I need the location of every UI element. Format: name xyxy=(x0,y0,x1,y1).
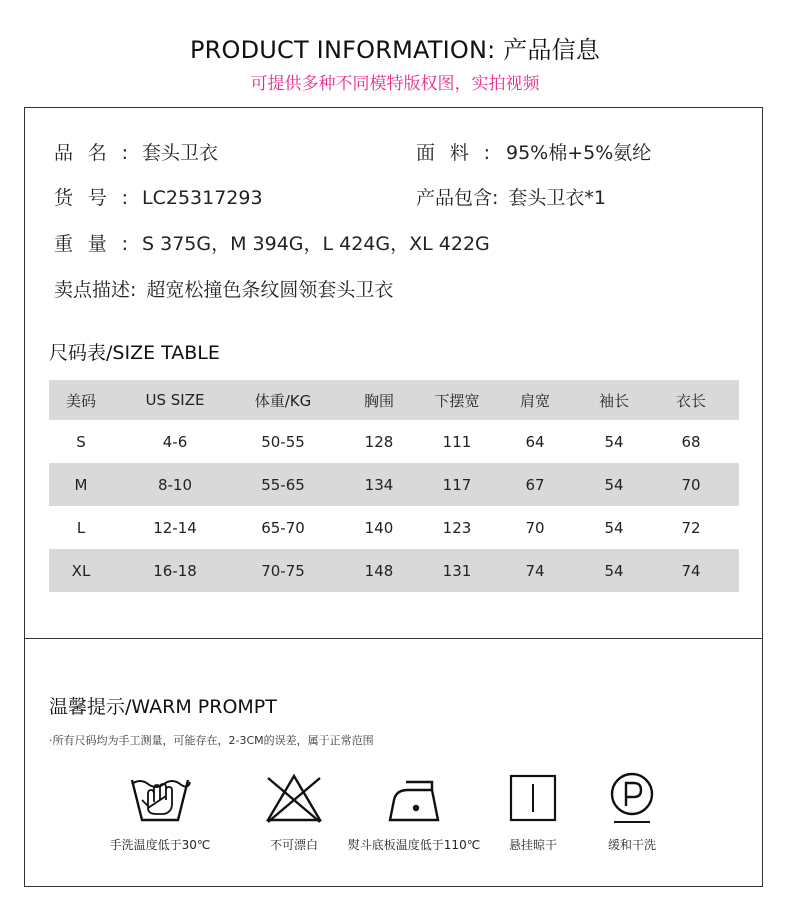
table-cell: 74 xyxy=(643,549,739,592)
table-cell: XL xyxy=(49,549,113,592)
table-cell: 131 xyxy=(429,549,485,592)
table-cell: L xyxy=(76,518,86,537)
iron-icon xyxy=(382,770,446,826)
table-header-cell: 下摆宽 xyxy=(429,380,485,420)
name-value: 套头卫衣 xyxy=(142,142,219,164)
table-header-row xyxy=(49,380,739,420)
hand-wash-icon xyxy=(128,770,192,826)
weight-label: 重量: xyxy=(54,233,128,255)
warm-prompt-title: 温馨提示/WARM PROMPT xyxy=(49,696,277,718)
care-label: 不可漂白 xyxy=(269,838,318,852)
care-label: 悬挂晾干 xyxy=(508,838,557,852)
size-table xyxy=(49,380,739,592)
includes-label: 产品包含: xyxy=(416,187,499,209)
table-header-cell: 袖长 xyxy=(585,380,643,420)
size-table-title: 尺码表/SIZE TABLE xyxy=(49,342,220,364)
table-row xyxy=(49,506,739,549)
table-cell: 67 xyxy=(485,463,585,506)
table-header-cell: 美码 xyxy=(49,380,113,420)
weight-value: S 375G，M 394G，L 424G，XL 422G xyxy=(142,233,490,255)
table-cell: 50-55 xyxy=(261,432,305,451)
fabric-value: 95%棉+5%氨纶 xyxy=(506,142,652,164)
table-header-cell: 衣长 xyxy=(643,380,739,420)
table-cell: 70 xyxy=(525,518,545,537)
table-cell: 55-65 xyxy=(237,463,329,506)
warm-prompt-note: ·所有尺码均为手工测量，可能存在，2-3CM的误差，属于正常范围 xyxy=(49,734,374,747)
info-row-weight xyxy=(54,229,490,256)
table-cell: 128 xyxy=(364,432,394,451)
care-item-dry-clean xyxy=(557,770,707,853)
description-label: 卖点描述: xyxy=(54,279,137,301)
table-header-cell: US SIZE xyxy=(113,380,237,420)
dry-clean-p-icon xyxy=(600,770,664,826)
table-cell: 64 xyxy=(525,432,545,451)
table-row xyxy=(49,463,739,506)
table-header-cell: 胸围 xyxy=(329,380,429,420)
table-cell: 70 xyxy=(643,463,739,506)
care-item-hand-wash xyxy=(85,770,235,853)
table-cell: 54 xyxy=(585,463,643,506)
sku-value: LC25317293 xyxy=(142,187,263,209)
table-cell: 72 xyxy=(681,518,701,537)
info-row-includes xyxy=(416,183,606,210)
table-cell: 68 xyxy=(681,432,701,451)
table-cell: 140 xyxy=(364,518,394,537)
table-row xyxy=(49,549,739,592)
table-cell: S xyxy=(76,432,86,451)
table-cell: 123 xyxy=(442,518,472,537)
table-cell: 134 xyxy=(329,463,429,506)
sku-label: 货号: xyxy=(54,187,128,209)
fabric-label: 面料: xyxy=(416,142,490,164)
care-label: 手洗温度低于30℃ xyxy=(109,838,211,852)
table-cell: 111 xyxy=(442,432,472,451)
name-label: 品名: xyxy=(54,142,128,164)
table-cell: 8-10 xyxy=(113,463,237,506)
table-cell: 16-18 xyxy=(113,549,237,592)
table-cell: 65-70 xyxy=(261,518,305,537)
info-row-description xyxy=(54,275,393,302)
care-label: 熨斗底板温度低于110℃ xyxy=(347,838,481,852)
table-cell: 4-6 xyxy=(162,432,188,451)
table-header-cell: 肩宽 xyxy=(485,380,585,420)
table-cell: 12-14 xyxy=(153,518,197,537)
info-row-fabric xyxy=(416,138,651,165)
table-cell: 117 xyxy=(429,463,485,506)
care-label: 缓和干洗 xyxy=(607,838,656,852)
includes-value: 套头卫衣*1 xyxy=(508,187,606,209)
table-header-cell: 体重/KG xyxy=(237,380,329,420)
table-cell: M xyxy=(49,463,113,506)
table-row xyxy=(49,420,739,463)
table-cell: 148 xyxy=(329,549,429,592)
table-cell: 54 xyxy=(585,549,643,592)
table-cell: 74 xyxy=(485,549,585,592)
table-cell: 54 xyxy=(604,432,624,451)
info-row-sku xyxy=(54,183,263,210)
page-header-title: PRODUCT INFORMATION: 产品信息 xyxy=(189,36,601,64)
section-divider xyxy=(24,638,763,639)
no-bleach-icon xyxy=(262,770,326,826)
page-header-subtitle: 可提供多种不同模特版权图，实拍视频 xyxy=(250,74,540,94)
description-value: 超宽松撞色条纹圆领套头卫衣 xyxy=(146,279,394,301)
table-cell: 54 xyxy=(604,518,624,537)
line-dry-icon xyxy=(501,770,565,826)
table-cell: 70-75 xyxy=(237,549,329,592)
info-row-name xyxy=(54,138,218,165)
